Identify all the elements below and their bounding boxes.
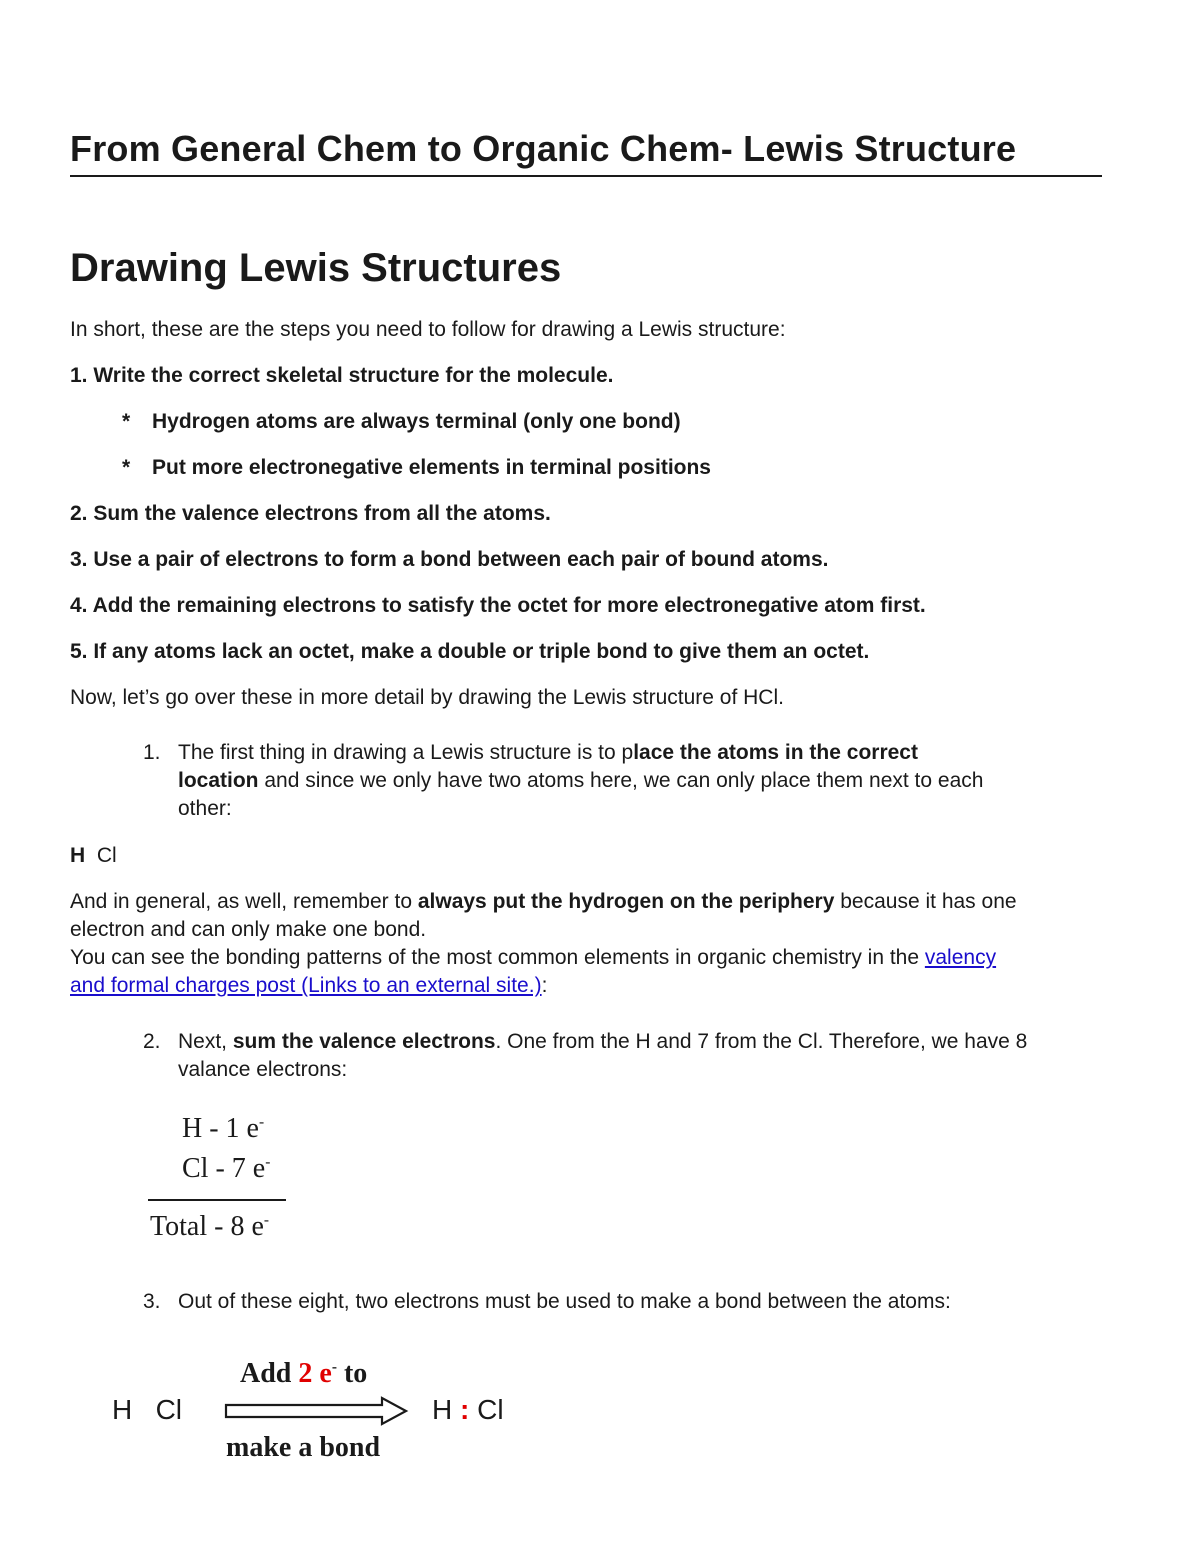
step-2: 2. Sum the valence electrons from all the atoms. (70, 502, 551, 525)
detail-3-text: Out of these eight, two electrons must be used to make a bond between the atoms: (178, 1290, 951, 1313)
title-underline (70, 175, 1102, 177)
detail-1-line-1-bold: lace the atoms in the correct (633, 741, 918, 764)
detail-1-number: 1. (143, 741, 161, 764)
now-line: Now, let’s go over these in more detail by drawing the Lewis structure of HCl. (70, 686, 784, 709)
step-5: 5. If any atoms lack an octet, make a double or triple bond to give them an octet. (70, 640, 870, 663)
electron-count-cl-minus: - (265, 1153, 271, 1171)
step-3: 3. Use a pair of electrons to form a bond between each pair of bound atoms. (70, 548, 829, 571)
reaction-top-add: Add (240, 1358, 299, 1389)
valency-link-part-1[interactable]: valency (924, 946, 997, 969)
general-line-3 (70, 946, 996, 970)
general-line-4-end: : (541, 974, 548, 997)
electron-count-h (182, 1113, 264, 1145)
reaction-left-cl: Cl (155, 1394, 183, 1425)
general-line-1-end: because it has one (834, 890, 1017, 913)
step-1b-bullet: * (122, 456, 131, 479)
page-title: From General Chem to Organic Chem- Lewis Structure (70, 128, 1017, 169)
hcl-label (70, 844, 117, 868)
electron-count-cl-text: Cl - 7 e (182, 1153, 266, 1184)
general-line-1 (70, 890, 1017, 914)
valency-link-part-2[interactable]: and formal charges post (Links to an external site.) (70, 974, 542, 997)
detail-1-line-3: other: (178, 797, 232, 820)
detail-1-line-2 (178, 769, 983, 793)
reaction-top-num: 2 (298, 1358, 313, 1389)
general-line-2: electron and can only make one bond. (70, 918, 427, 941)
reaction-top-to: to (336, 1358, 368, 1389)
reaction-right-cl: Cl (477, 1394, 504, 1425)
electron-count-cl (182, 1153, 270, 1185)
reaction-left (112, 1394, 182, 1426)
detail-2-line-1-bold: sum the valence electrons (232, 1030, 496, 1053)
general-line-3-text: You can see the bonding patterns of the most common elements in organic chemistry in the (70, 946, 925, 969)
general-line-1-text: And in general, as well, remember to (70, 890, 418, 913)
step-1b: Put more electronegative elements in terminal positions (152, 456, 711, 479)
detail-2-number: 2. (143, 1030, 161, 1053)
hcl-label-h: H (70, 844, 86, 867)
step-1a-bullet: * (122, 410, 131, 433)
detail-1-line-2-text: and since we only have two atoms here, we can only place them next to each (258, 769, 984, 792)
detail-1-line-1-text: The first thing in drawing a Lewis structure is to p (178, 741, 634, 764)
detail-1-line-2-bold: location (178, 769, 259, 792)
detail-2-line-1-text: Next, (178, 1030, 233, 1053)
general-line-4 (70, 974, 547, 998)
detail-1-line-1 (178, 741, 918, 765)
reaction-top-minus: - (331, 1358, 337, 1376)
reaction-top-e: e (312, 1358, 332, 1389)
electron-count-h-minus: - (258, 1113, 265, 1131)
reaction-right (432, 1394, 504, 1426)
detail-3-number: 3. (143, 1290, 161, 1313)
intro-text: In short, these are the steps you need to follow for drawing a Lewis structure: (70, 318, 786, 341)
reaction-left-h: H (112, 1394, 133, 1425)
electron-count-total (150, 1211, 269, 1243)
reaction-bottom-label: make a bond (226, 1432, 381, 1463)
step-1a: Hydrogen atoms are always terminal (only one bond) (152, 410, 681, 433)
hcl-label-cl: Cl (96, 844, 117, 867)
detail-2-line-1 (178, 1030, 1027, 1054)
reaction-right-h: H (432, 1394, 453, 1425)
step-4: 4. Add the remaining electrons to satisfy the octet for more electronegative atom first. (70, 594, 926, 617)
detail-2-line-1-end: . One from the H and 7 from the Cl. Therefore, we have 8 (495, 1030, 1028, 1053)
electron-count-h-text: H - 1 e (182, 1113, 259, 1144)
general-line-1-bold: always put the hydrogen on the periphery (417, 890, 835, 913)
reaction-bond-colon: : (460, 1394, 470, 1425)
reaction-top-label (240, 1358, 367, 1390)
step-1: 1. Write the correct skeletal structure for the molecule. (70, 364, 614, 387)
detail-2-line-2: valance electrons: (178, 1058, 348, 1081)
electron-count-rule (148, 1199, 286, 1201)
electron-count-total-text: Total - 8 e (150, 1211, 264, 1242)
reaction-arrow-icon (222, 1396, 412, 1426)
electron-count-total-minus: - (263, 1211, 270, 1229)
section-heading: Drawing Lewis Structures (70, 246, 562, 290)
